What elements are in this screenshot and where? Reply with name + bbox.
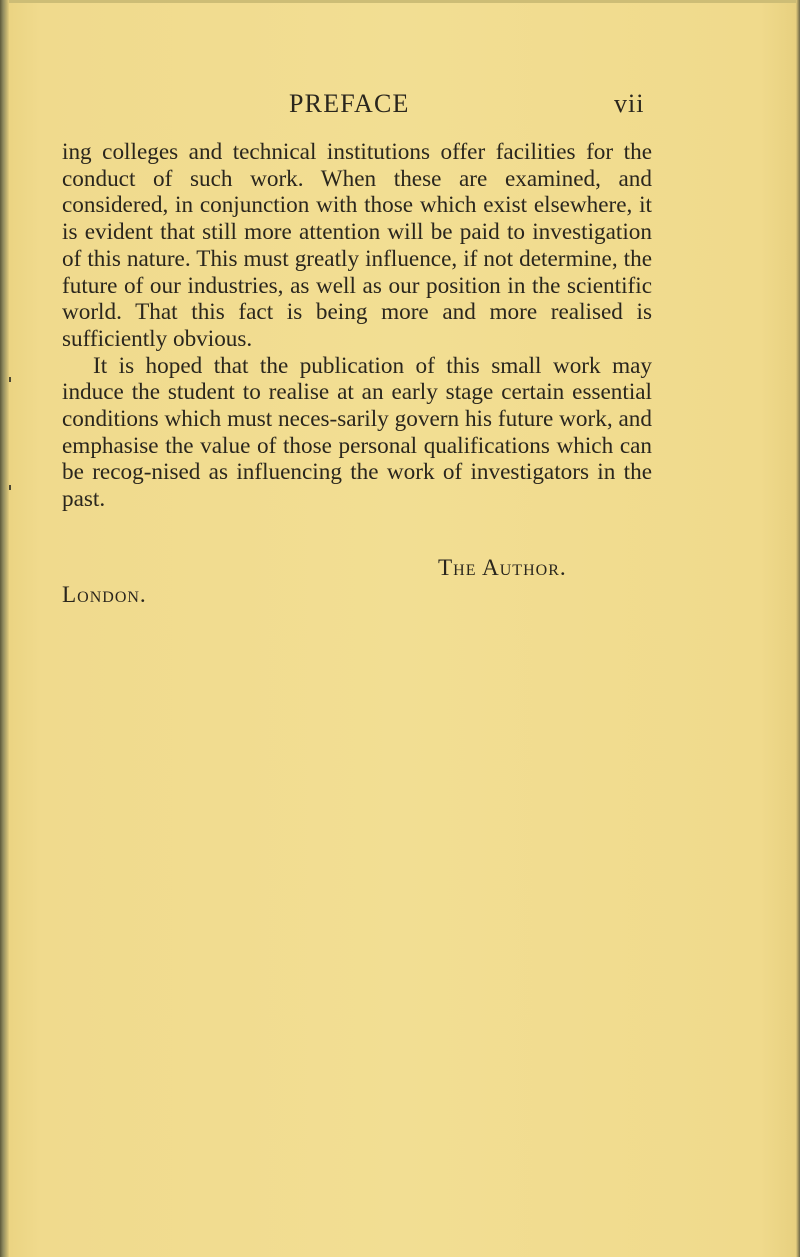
page-top-edge bbox=[0, 0, 800, 3]
margin-mark bbox=[9, 485, 11, 490]
place-line: London. bbox=[62, 582, 147, 608]
page-number: vii bbox=[614, 89, 645, 118]
preface-body bbox=[62, 139, 652, 513]
margin-mark bbox=[9, 377, 11, 382]
paragraph: It is hoped that the publication of this small work may induce the student to realise at an early stage certain essential conditions which must neces-sarily govern his future work, and emphasise the value of those personal qualifications which can be recog-nised as influencing the work of investigators in the past. bbox=[62, 352, 652, 513]
page-right-edge bbox=[796, 0, 800, 1257]
paragraph: ing colleges and technical institutions offer facilities for the conduct of such work. When these are examined, and considered, in conjunction with those which exist elsewhere, it is evident that still more attention will be paid to investigation of this nature. This must greatly influence, if not determine, the future of our industries, as well as our position in the scientific world. That this fact is being more and more realised is sufficiently obvious. bbox=[62, 139, 652, 352]
author-signature: The Author. bbox=[438, 555, 567, 581]
page-binding-edge bbox=[0, 0, 9, 1257]
page-header bbox=[0, 86, 800, 126]
running-head: PREFACE bbox=[289, 89, 410, 118]
